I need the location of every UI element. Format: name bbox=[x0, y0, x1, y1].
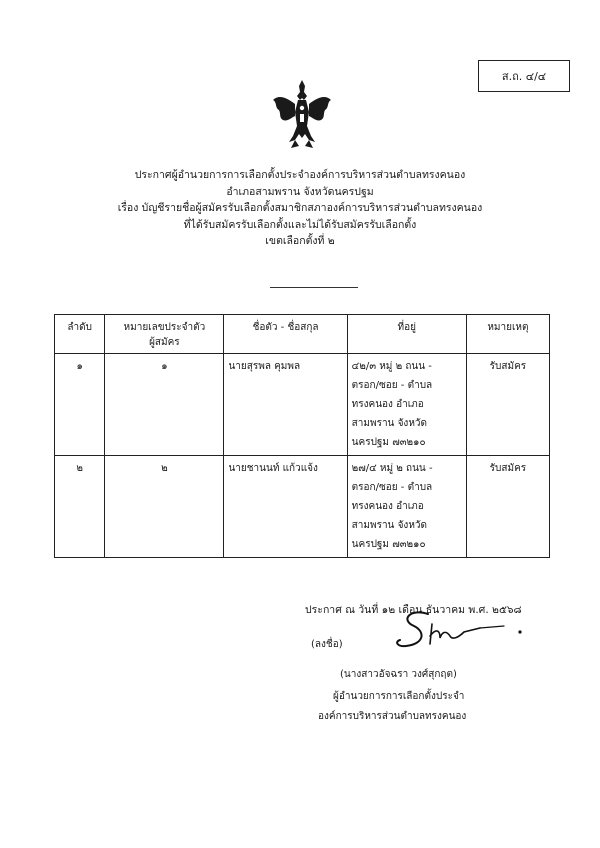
address-line: ทรงคนอง อำเภอ bbox=[351, 501, 424, 512]
row-note: รับสมัคร bbox=[466, 456, 549, 558]
header-candidate-number bbox=[105, 315, 224, 354]
candidate-table bbox=[54, 314, 550, 558]
header-address: ที่อยู่ bbox=[347, 315, 466, 354]
row-address bbox=[347, 354, 466, 456]
signer-name: (นางสาวอัจฉรา วงศ์สุกฤต) bbox=[340, 669, 457, 680]
header-name: ชื่อตัว - ชื่อสกุล bbox=[224, 315, 347, 354]
address-line: ๒๗/๔ หมู่ ๒ ถนน - bbox=[351, 463, 433, 474]
address-line: ๔๒/๓ หมู่ ๒ ถนน - bbox=[351, 361, 432, 372]
header-number-line-2: ผู้สมัคร bbox=[149, 337, 180, 348]
header-note: หมายเหตุ bbox=[466, 315, 549, 354]
handwritten-signature bbox=[380, 606, 550, 656]
row-no: ๑ bbox=[55, 354, 105, 456]
heading-line-2: อำเภอสามพราน จังหวัดนครปฐม bbox=[226, 185, 374, 198]
header-no: ลำดับ bbox=[55, 315, 105, 354]
signer-position-line-2: องค์การบริหารส่วนตำบลทรงคนอง bbox=[318, 711, 467, 722]
address-line: นครปฐม ๗๓๒๑๐ bbox=[351, 437, 426, 448]
garuda-emblem-icon bbox=[271, 78, 333, 152]
heading-line-5: เขตเลือกตั้งที่ ๒ bbox=[265, 235, 335, 247]
signer-position-line-1: ผู้อำนวยการการเลือกตั้งประจำ bbox=[333, 691, 465, 702]
row-address bbox=[347, 456, 466, 558]
table-header-row bbox=[55, 315, 550, 354]
form-code: ส.ถ. ๔/๔ bbox=[501, 70, 547, 83]
heading-divider bbox=[270, 287, 358, 288]
announcement-heading bbox=[0, 167, 600, 250]
address-line: ตรอก/ซอย - ตำบล bbox=[351, 482, 433, 493]
row-candidate-number: ๒ bbox=[105, 456, 224, 558]
row-note: รับสมัคร bbox=[466, 354, 549, 456]
header-number-line-1: หมายเลขประจำตัว bbox=[123, 322, 206, 333]
table-row bbox=[55, 354, 550, 456]
heading-line-4: ที่ได้รับสมัครรับเลือกตั้งและไม่ได้รับสมัครรับเลือกตั้ง bbox=[183, 218, 417, 231]
table-row bbox=[55, 456, 550, 558]
row-name: นายชานนท์ แก้วแจ้ง bbox=[224, 456, 347, 558]
address-line: ทรงคนอง อำเภอ bbox=[351, 399, 424, 410]
address-line: สามพราน จังหวัด bbox=[351, 520, 428, 531]
address-line: ตรอก/ซอย - ตำบล bbox=[351, 380, 433, 391]
sign-label: (ลงชื่อ) bbox=[311, 639, 343, 650]
announcement-date: ประกาศ ณ วันที่ ๑๒ เดือน ธันวาคม พ.ศ. ๒๕๖๘ bbox=[305, 604, 522, 616]
address-line: สามพราน จังหวัด bbox=[351, 418, 428, 429]
row-no: ๒ bbox=[55, 456, 105, 558]
heading-line-1: ประกาศผู้อำนวยการการเลือกตั้งประจำองค์การบริหารส่วนตำบลทรงคนอง bbox=[134, 169, 466, 181]
address-line: นครปฐม ๗๓๒๑๐ bbox=[351, 539, 426, 550]
form-code-box bbox=[478, 60, 570, 92]
heading-line-3: เรื่อง บัญชีรายชื่อผู้สมัครรับเลือกตั้งสมาชิกสภาองค์การบริหารส่วนตำบลทรงคนอง bbox=[117, 202, 483, 214]
row-name: นายสุรพล คุมพล bbox=[224, 354, 347, 456]
row-candidate-number: ๑ bbox=[105, 354, 224, 456]
